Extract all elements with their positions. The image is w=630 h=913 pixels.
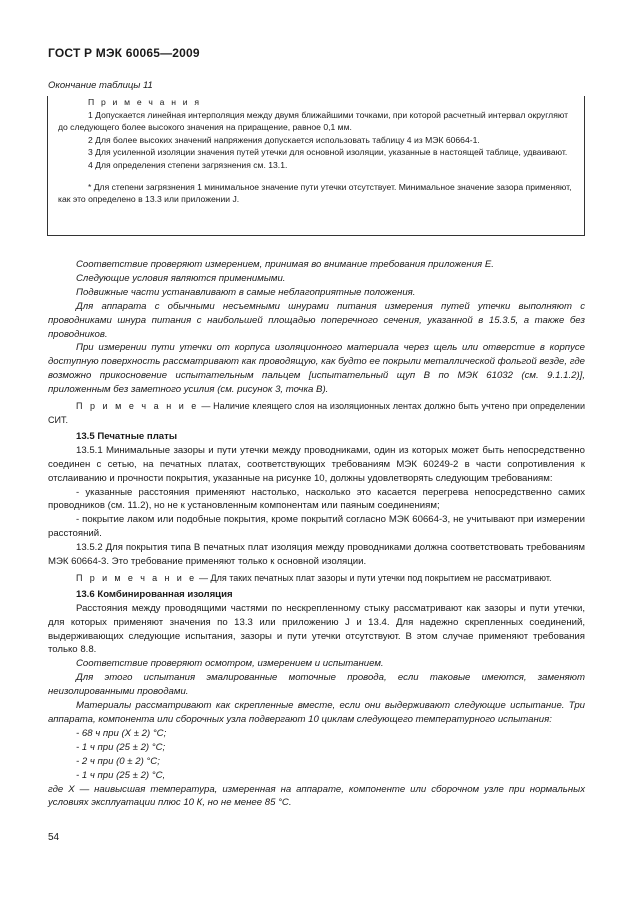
cycle-item: - 1 ч при (25 ± 2) °C; — [76, 741, 166, 753]
paragraph: 13.5.1 Минимальные зазоры и пути утечки между проводниками, один из которых может быть непосредственно соединен с сетью, на печатных платах, соответствующих требованиям МЭК 60249-2 в части сопротивления к отслаиванию и прочности покрытия, указанные на рисунке 10, должны удовлетворять следующим требованиям: — [48, 444, 585, 484]
note-item: 4 Для определения степени загрязнения см. 13.1. — [88, 159, 288, 170]
paragraph: При измерении пути утечки от корпуса изоляционного материала через щель или отверстие в корпусе доступную поверхность рассматривают как проводящую, как будто ее покрыли металлической фольгой везде, где возможно прикосновение испытательным пальцем [испытательный щуп В по МЭК 61032 (см. 9.1.1.2)], приложенным без заметного усилия (см. рисунок 3, точка В). — [48, 342, 585, 396]
note-label: П р и м е ч а н и е — [76, 572, 197, 583]
main-text — [48, 258, 585, 810]
note-item: 3 Для усиленной изоляции значения путей утечки для основной изоляции, указанные в настоящей таблице, удваивают. — [88, 147, 568, 158]
cycle-item: - 2 ч при (0 ± 2) °C; — [76, 755, 160, 767]
table-caption: Окончание таблицы 11 — [48, 80, 153, 91]
paragraph: Соответствие проверяют измерением, принимая во внимание требования приложения Е. — [76, 259, 494, 270]
note — [48, 572, 585, 586]
cycle-item: - 68 ч при (X ± 2) °C; — [76, 727, 167, 739]
paragraph: 13.5.2 Для покрытия типа В печатных плат изоляция между проводниками должна соответствовать требованиям МЭК 60664-3. Это требование применяют только к основной изоляции. — [48, 542, 585, 568]
table-notes-box — [47, 96, 585, 236]
paragraph: Подвижные части устанавливают в самые неблагоприятные положения. — [76, 286, 416, 298]
section-title: 13.6 Комбинированная изоляция — [76, 588, 233, 600]
standard-header: ГОСТ Р МЭК 60065—2009 — [48, 46, 200, 60]
section-title: 13.5 Печатные платы — [76, 430, 178, 442]
paragraph: Расстояния между проводящими частями по нескрепленному стыку рассматривают как зазоры и пути утечки, для которых применяют значения по 13.3 или приложению J и 13.4. Для надежно скрепленных соединений, выдерживающих следующие испытания, зазоры и пути утечки отсутствуют. В этом случае применяют требования только 8.8. — [48, 602, 585, 656]
page-number: 54 — [48, 832, 60, 843]
table-footnote: * Для степени загрязнения 1 минимальное значение пути утечки отсутствует. Минимальное значение зазора применяют, как это определено в 13.3 или приложении J. — [58, 181, 572, 205]
paragraph: Соответствие проверяют осмотром, измерением и испытанием. — [76, 658, 384, 670]
paragraph: Материалы рассматривают как скрепленные вместе, если они выдерживают следующие испытание. Три аппарата, компонента или сборочных узла подвергают 10 циклам следующего температурного испытания: — [48, 700, 585, 725]
note-text: — Для таких печатных плат зазоры и пути утечки под покрытием не рассматривают. — [196, 572, 552, 583]
notes-title: П р и м е ч а н и я — [88, 97, 202, 107]
note — [48, 400, 585, 428]
note-text: — Наличие клеящего слоя на изоляционных лентах должно быть учтено при определении СИТ. — [48, 401, 585, 425]
note-label: П р и м е ч а н и е — [76, 401, 199, 412]
paragraph: где X — наивысшая температура, измеренная на аппарате, компоненте или сборочном узле при нормальных условиях эксплуатации плюс 10 К, но не менее 85 °C. — [48, 783, 585, 809]
bullet: - покрытие лаком или подобные покрытия, кроме покрытий согласно МЭК 60664-3, не учитывают при измерении расстояний. — [48, 514, 585, 540]
note-item: 2 Для более высоких значений напряжения допускается использовать таблицу 4 из МЭК 60664-1. — [88, 134, 480, 145]
cycle-item: - 1 ч при (25 ± 2) °C, — [76, 769, 166, 781]
note-item: 1 Допускается линейная интерполяция между двумя ближайшими точками, при которой расчетный интервал округляют до следующего более высокого значения на приращение, равное 0,1 мм. — [58, 109, 569, 133]
bullet: - указанные расстояния применяют настолько, насколько это касается перегрева непосредственно самих проводников (см. 11.2), но не к установленным компонентам или паяным соединениям; — [48, 486, 585, 512]
paragraph: Для этого испытания эмалированные моточные провода, если таковые имеются, заменяют неизолированными проводами. — [48, 672, 585, 698]
paragraph: Для аппарата с обычными несъемными шнурами питания измерения путей утечки выполняют с проводниками шнура питания с наибольшей площадью поперечного сечения, указанной в 15.3.5, а также без проводников. — [48, 300, 585, 340]
paragraph: Следующие условия являются применимыми. — [76, 272, 286, 284]
